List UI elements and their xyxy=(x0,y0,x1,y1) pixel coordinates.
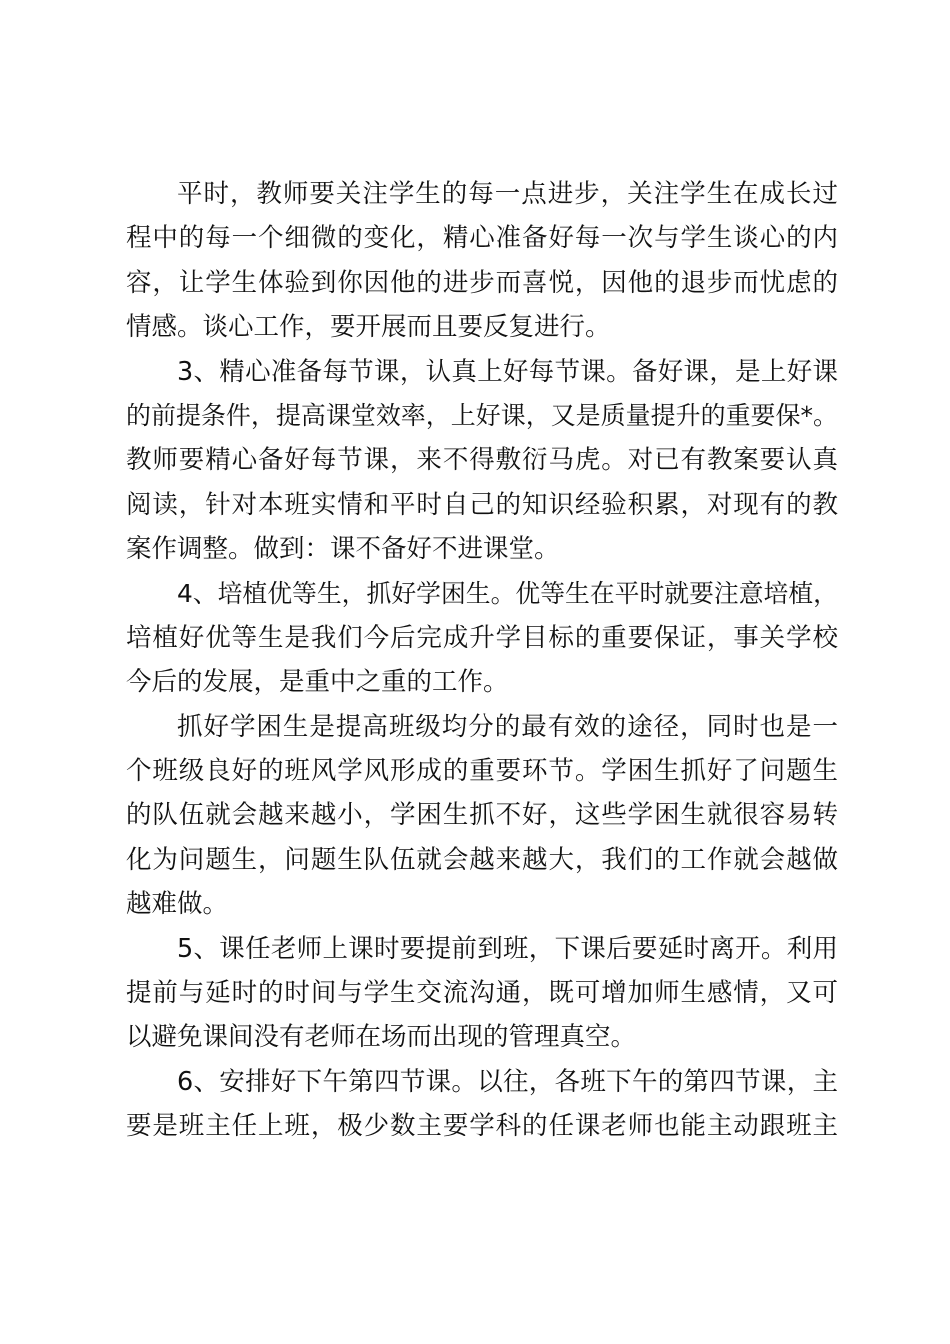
text-line xyxy=(126,350,838,394)
text-line xyxy=(126,483,838,527)
text-line xyxy=(126,971,838,1015)
text-line xyxy=(126,216,838,260)
text-line-content: 的队伍就会越来越小，学困生抓不好，这些学困生就很容易转 xyxy=(126,800,838,831)
text-line-content: 教师要精心备好每节课，来不得敷衍马虎。对已有教案要认真 xyxy=(126,445,838,476)
text-line xyxy=(126,572,838,616)
text-line-content: 今后的发展，是重中之重的工作。 xyxy=(126,667,509,698)
document-body xyxy=(126,172,838,1149)
text-line xyxy=(126,261,838,305)
text-line-content: 容，让学生体验到你因他的进步而喜悦，因他的退步而忧虑的 xyxy=(126,267,838,298)
text-line xyxy=(126,1104,838,1148)
text-line-content: 情感。谈心工作，要开展而且要反复进行。 xyxy=(126,312,611,343)
text-line xyxy=(126,882,838,926)
text-line-content: 阅读，针对本班实情和平时自己的知识经验积累，对现有的教 xyxy=(126,489,838,520)
text-line-content: 越难做。 xyxy=(126,889,229,920)
text-line xyxy=(126,927,838,971)
text-line-content: 的前提条件，提高课堂效率，上好课，又是质量提升的重要保*。 xyxy=(126,400,838,430)
text-line-content: 3、精心准备每节课，认真上好每节课。备好课，是上好课 xyxy=(177,356,838,387)
text-line xyxy=(126,305,838,349)
text-line-content: 抓好学困生是提高班级均分的最有效的途径，同时也是一 xyxy=(177,711,838,742)
text-line xyxy=(126,527,838,571)
text-line-content: 4、培植优等生，抓好学困生。优等生在平时就要注意培植， xyxy=(177,578,838,608)
text-line-content: 要是班主任上班，极少数主要学科的任课老师也能主动跟班主 xyxy=(126,1111,838,1142)
text-line-content: 化为问题生，问题生队伍就会越来越大，我们的工作就会越做 xyxy=(126,844,838,875)
text-line xyxy=(126,705,838,749)
text-line xyxy=(126,394,838,438)
text-line xyxy=(126,172,838,216)
text-line-content: 6、安排好下午第四节课。以往，各班下午的第四节课，主 xyxy=(177,1066,838,1097)
text-line-content: 培植好优等生是我们今后完成升学目标的重要保证，事关学校 xyxy=(126,622,838,653)
text-line xyxy=(126,1060,838,1104)
text-line-content: 案作调整。做到：课不备好不进课堂。 xyxy=(126,534,560,565)
text-line-content: 程中的每一个细微的变化，精心准备好每一次与学生谈心的内 xyxy=(126,223,838,254)
text-line xyxy=(126,793,838,837)
text-line xyxy=(126,749,838,793)
text-line xyxy=(126,660,838,704)
text-line-content: 提前与延时的时间与学生交流沟通，既可增加师生感情，又可 xyxy=(126,978,838,1009)
text-line xyxy=(126,1015,838,1059)
text-line xyxy=(126,438,838,482)
text-line-content: 5、课任老师上课时要提前到班，下课后要延时离开。利用 xyxy=(177,933,838,964)
text-line xyxy=(126,616,838,660)
text-line xyxy=(126,838,838,882)
text-line-content: 以避免课间没有老师在场而出现的管理真空。 xyxy=(126,1022,637,1053)
text-line-content: 个班级良好的班风学风形成的重要环节。学困生抓好了问题生 xyxy=(126,756,838,787)
text-line-content: 平时，教师要关注学生的每一点进步，关注学生在成长过 xyxy=(177,179,838,209)
